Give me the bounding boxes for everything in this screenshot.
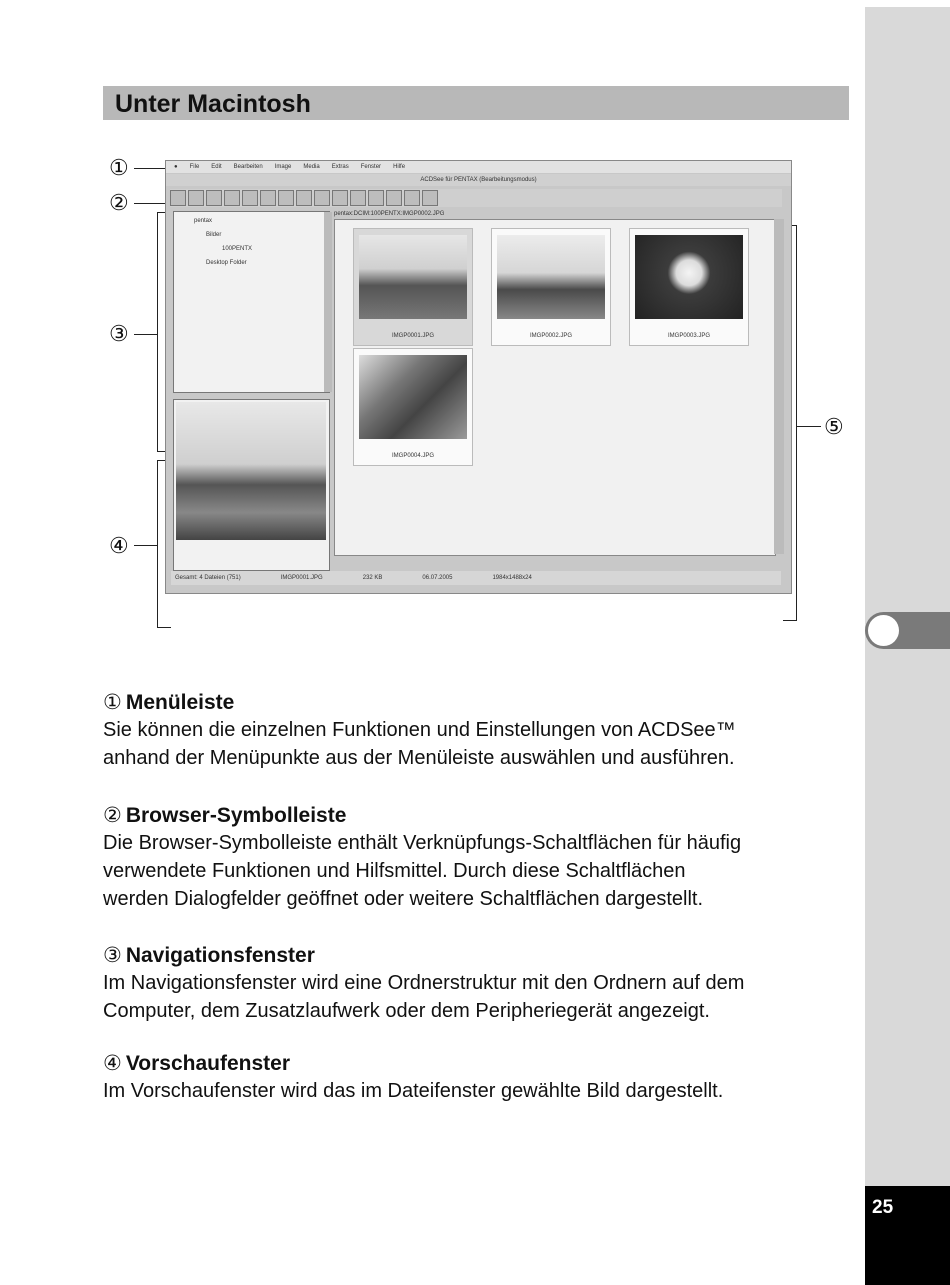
menu-item-media: Media: [303, 164, 320, 170]
menu-item-bearbeiten: Bearbeiten: [233, 164, 263, 170]
section-heading: ④ Vorschaufenster: [103, 1052, 290, 1075]
thumbnail-image: [359, 235, 467, 319]
status-filesize: 232 KB: [362, 575, 383, 581]
callout-3: ③: [109, 321, 129, 346]
thumbnail-label: IMGP0004.JPG: [391, 453, 435, 459]
menu-bar: [166, 161, 791, 173]
menu-item-file: File: [189, 164, 200, 170]
tree-item-bilder: Bilder: [206, 232, 222, 238]
navigation-pane: [173, 211, 330, 393]
menu-item-edit: Edit: [211, 164, 222, 170]
section-text: Sie können die einzelnen Funktionen und Einstellungen von ACDSee™ anhand der Menüpunkte aus der Menüleiste auswählen und ausführen.: [103, 719, 736, 769]
file-pane-scrollbar: [774, 219, 784, 554]
callout-3-bracket: [157, 212, 158, 452]
callout-5-bracket-bottom: [783, 620, 797, 621]
section-preview-pane: [103, 1051, 843, 1105]
thumbnail-label: IMGP0001.JPG: [391, 333, 435, 339]
section-heading: ③ Navigationsfenster: [103, 944, 315, 967]
toolbar-button-2: [188, 190, 204, 206]
section-title: Unter Macintosh: [115, 90, 311, 118]
toolbar-button-8: [296, 190, 312, 206]
callout-4-bracket: [157, 460, 158, 628]
thumbnail: [629, 228, 749, 346]
section-text: Im Navigationsfenster wird eine Ordnerstruktur mit den Ordnern auf dem Computer, dem Zusatzlaufwerk oder dem Peripheriegerät angezeigt.: [103, 972, 745, 1022]
callout-5: ⑤: [824, 414, 844, 439]
toolbar-button-13: [386, 190, 402, 206]
toolbar-button-15: [422, 190, 438, 206]
section-heading: ① Menüleiste: [103, 691, 235, 714]
section-navigation-pane: [103, 943, 843, 1025]
thumbnail-label: IMGP0002.JPG: [529, 333, 573, 339]
callout-3-line: [134, 334, 158, 335]
callout-5-line: [797, 426, 821, 427]
toolbar-button-1: [170, 190, 186, 206]
app-screenshot: [165, 160, 792, 594]
tree-item-pentax: pentax: [194, 218, 213, 224]
menu-item-image: Image: [274, 164, 292, 170]
toolbar-button-10: [332, 190, 348, 206]
toolbar-button-7: [278, 190, 294, 206]
thumbnail: [353, 228, 473, 346]
section-heading: ② Browser-Symbolleiste: [103, 804, 347, 827]
callout-4: ④: [109, 533, 129, 558]
thumbnail-image: [635, 235, 743, 319]
toolbar-button-4: [224, 190, 240, 206]
section-menubar: [103, 690, 843, 772]
callout-1: ①: [109, 155, 129, 180]
thumbnail-image: [359, 355, 467, 439]
tree-item-desktop-folder: Desktop Folder: [206, 260, 247, 266]
toolbar-button-14: [404, 190, 420, 206]
navigation-scrollbar: [324, 212, 332, 392]
thumbnail: [353, 348, 473, 466]
page-number: 25: [872, 1197, 894, 1218]
current-path: pentax:DCIM:100PENTX:IMGP0002.JPG: [334, 211, 445, 217]
section-text: Im Vorschaufenster wird das im Dateifenster gewählte Bild dargestellt.: [103, 1080, 724, 1102]
toolbar-button-5: [242, 190, 258, 206]
menu-item-hilfe: Hilfe: [393, 164, 406, 170]
status-dimensions: 1984x1488x24: [492, 575, 532, 581]
tree-item-100pentx: 100PENTX: [222, 246, 253, 252]
toolbar-button-3: [206, 190, 222, 206]
toolbar-button-9: [314, 190, 330, 206]
callout-5-bracket: [796, 225, 797, 621]
status-date: 06.07.2005: [422, 575, 453, 581]
browser-toolbar: [170, 189, 782, 207]
menu-item-extras: Extras: [331, 164, 349, 170]
window-title: ACDSee für PENTAX (Bearbeitungsmodus): [166, 174, 791, 186]
preview-pane: [173, 399, 330, 571]
apple-icon: ●: [174, 164, 178, 170]
chapter-tab-marker: [868, 615, 899, 646]
callout-4-line: [134, 545, 158, 546]
section-browser-toolbar: [103, 803, 843, 913]
preview-image: [176, 402, 326, 540]
menu-item-fenster: Fenster: [360, 164, 382, 170]
status-bar: [171, 571, 781, 585]
thumbnail: [491, 228, 611, 346]
thumbnail-label: IMGP0003.JPG: [667, 333, 711, 339]
callout-2: ②: [109, 190, 129, 215]
thumbnail-image: [497, 235, 605, 319]
callout-4-bracket-bottom: [157, 627, 171, 628]
file-pane: [334, 219, 776, 556]
section-text: Die Browser-Symbolleiste enthält Verknüpfungs-Schaltflächen für häufig verwendete Funktionen und Hilfsmittel. Durch diese Schaltflächen werden Dialogfelder geöffnet oder weitere Schaltflächen dargestellt.: [103, 832, 742, 910]
toolbar-button-11: [350, 190, 366, 206]
toolbar-button-12: [368, 190, 384, 206]
section-title-bar: [103, 86, 849, 120]
status-total: Gesamt: 4 Dateien (751): [175, 575, 241, 581]
toolbar-button-6: [260, 190, 276, 206]
status-filename: IMGP0001.JPG: [280, 575, 323, 581]
